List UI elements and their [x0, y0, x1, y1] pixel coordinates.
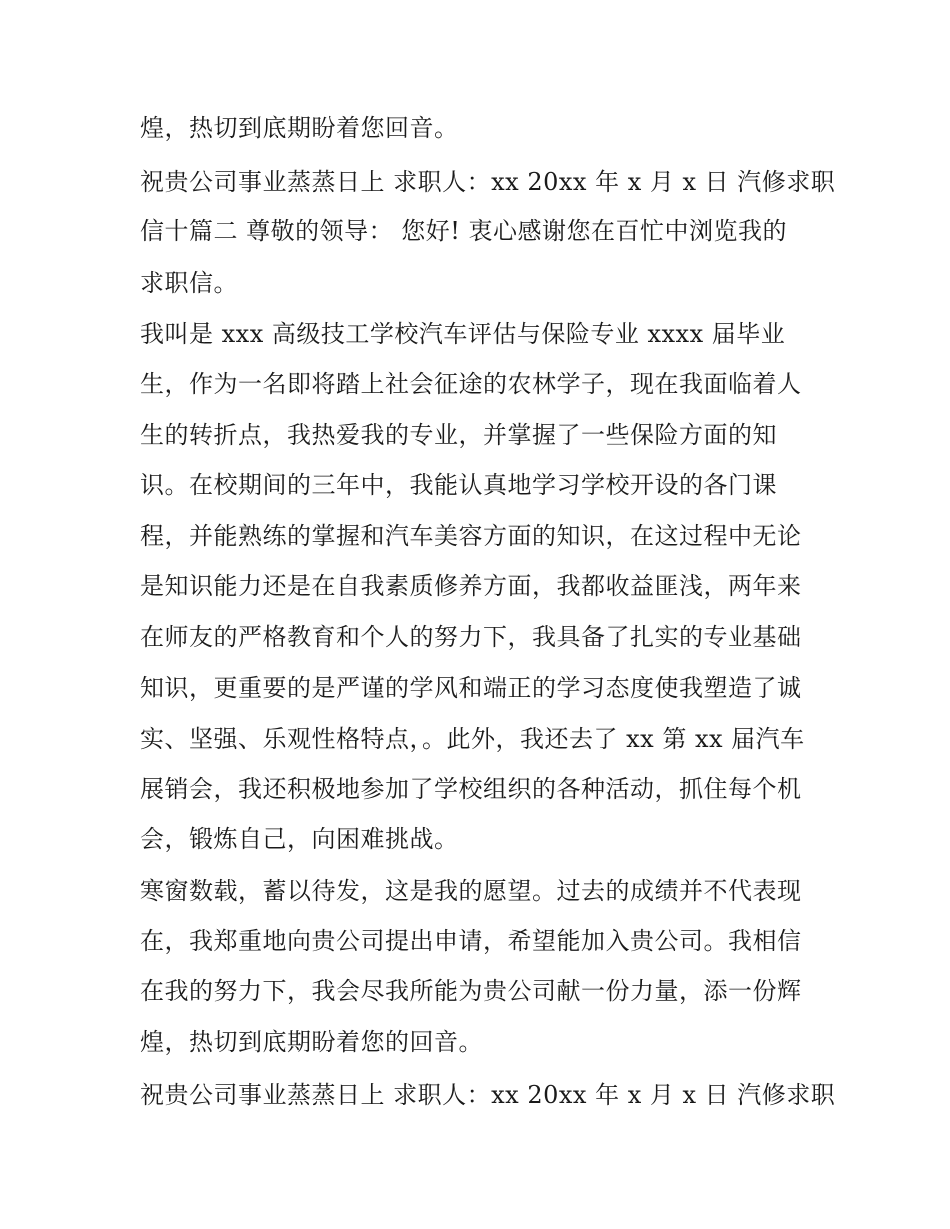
text-line: 程，并能熟练的掌握和汽车美容方面的知识，在这过程中无论: [140, 522, 802, 550]
text-line: 在我的努力下，我会尽我所能为贵公司献一份力量，添一份辉: [140, 977, 802, 1005]
text-line: 会，锻炼自己，向困难挑战。: [140, 825, 459, 853]
text-line: 我叫是 xxx 高级技工学校汽车评估与保险专业 xxxx 届毕业: [140, 320, 786, 348]
text-line: 识。在校期间的三年中，我能认真地学习学校开设的各门课: [140, 471, 777, 499]
text-line: 煌，热切到底期盼着您的回音。: [140, 1028, 483, 1056]
text-line: 祝贵公司事业蒸蒸日上 求职人：xx 20xx 年 x 月 x 日 汽修求职: [140, 1081, 836, 1109]
text-line: 煌，热切到底期盼着您回音。: [140, 114, 459, 142]
text-line: 是知识能力还是在自我素质修养方面，我都收益匪浅，两年来: [140, 572, 802, 600]
text-line: 实、坚强、乐观性格特点，。此外，我还去了 xx 第 xx 届汽车: [140, 725, 805, 753]
text-line: 在，我郑重地向贵公司提出申请，希望能加入贵公司。我相信: [140, 927, 802, 955]
text-line: 寒窗数载，蓄以待发，这是我的愿望。过去的成绩并不代表现: [140, 877, 802, 905]
text-line: 生，作为一名即将踏上社会征途的农林学子，现在我面临着人: [140, 370, 802, 398]
text-line: 知识，更重要的是严谨的学风和端正的学习态度使我塑造了诚: [140, 674, 802, 702]
text-line: 展销会，我还积极地参加了学校组织的各种活动，抓住每个机: [140, 775, 802, 803]
text-line: 求职信。: [140, 269, 238, 297]
text-line: 信十篇二 尊敬的领导： 您好! 衷心感谢您在百忙中浏览我的: [140, 217, 788, 245]
text-line: 祝贵公司事业蒸蒸日上 求职人：xx 20xx 年 x 月 x 日 汽修求职: [140, 168, 836, 196]
text-line: 生的转折点，我热爱我的专业，并掌握了一些保险方面的知: [140, 421, 777, 449]
text-line: 在师友的严格教育和个人的努力下，我具备了扎实的专业基础: [140, 623, 802, 651]
